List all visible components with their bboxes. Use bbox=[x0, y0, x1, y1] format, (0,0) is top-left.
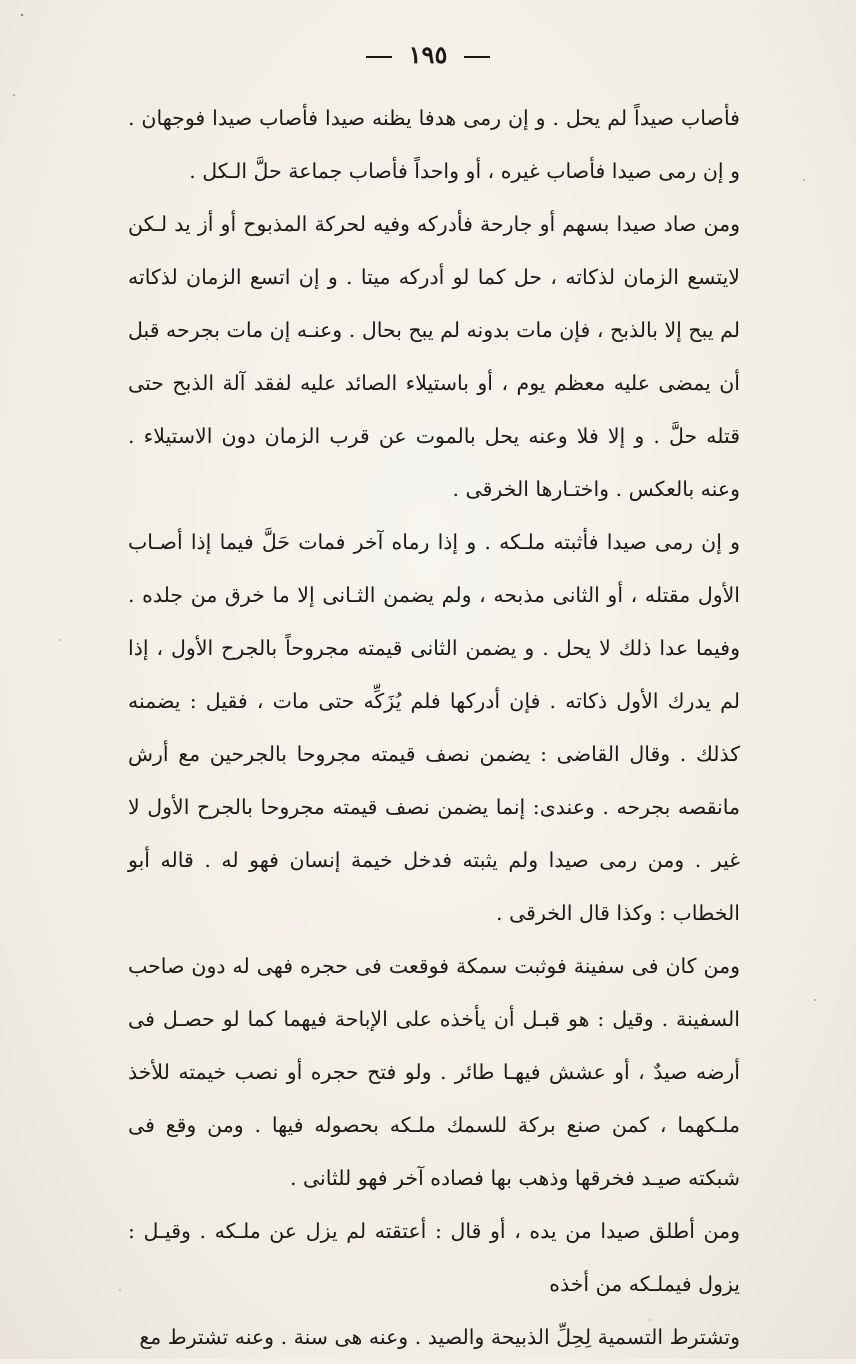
paragraph-1: فأصاب صيداً لم يحل . و إن رمى هدفا يظنه صيدا فأصاب صيدا فوجهان . و إن رمى صيدا فأصاب غيره ، أو واحداً فأصاب جماعة حلَّ الـكل . bbox=[128, 106, 740, 183]
paragraph-2: ومن صاد صيدا بسهم أو جارحة فأدركه وفيه لحركة المذبوح أو أز يد لـكن لايتسع الزمان لذكاته ، حل كما لو أدركه ميتا . و إن اتسع الزمان لذكاته لم يبح إلا بالذبح ، فإن مات بدونه لم يبح بحال . وعنـه إن مات بجرحه قبل أن يمضى عليه معظم يوم ، أو باستيلاء الصائد عليه لفقد آلة الذبح حتى قتله حلَّ . و إلا فلا وعنه يحل بالموت عن قرب الزمان دون الاستيلاء . وعنه بالعكس . واختـارها الخرقى . bbox=[128, 212, 740, 501]
paragraph-6: وتشترط التسمية لِحِلِّ الذبيحة والصيد . وعنه هى سنة . وعنه تشترط مع bbox=[139, 1325, 740, 1349]
body-text bbox=[128, 92, 740, 1364]
paragraph-3: و إن رمى صيدا فأثبته ملـكه . و إذا رماه آخر فمات حَلَّ فيما إذا أصـاب الأول مقتله ، أو الثانى مذبحه ، ولم يضمن الثـانى إلا ما خرق من جلده . وفيما عدا ذلك لا يحل . و يضمن الثانى قيمته مجروحاً بالجرح الأول ، إذا لم يدرك الأول ذكاته . فإن أدركها فلم يُزَكِّه حتى مات ، فقيل : يضمنه كذلك . وقال القاضى : يضمن نصف قيمته مجروحا بالجرحين مع أرش مانقصه بجرحه . وعندى: إنما يضمن نصف قيمته مجروحا بالجرح الأول لا غير . ومن رمى صيدا ولم يثبته فدخل خيمة إنسان فهو له . قاله أبو الخطاب : وكذا قال الخرقى . bbox=[128, 530, 740, 925]
page-number bbox=[0, 40, 856, 69]
page-number-dash-left bbox=[366, 56, 392, 58]
page-number-dash-right bbox=[464, 56, 490, 58]
page-number-value: ١٩٥ bbox=[408, 40, 448, 69]
paragraph-4: ومن كان فى سفينة فوثبت سمكة فوقعت فى حجره فهى له دون صاحب السفينة . وقيل : هو قبـل أن يأخذه على الإباحة فيهما كما لو حصـل فى أرضه صيدٌ ، أو عشش فيهـا طائر . ولو فتح حجره أو نصب خيمته للأخذ ملـكهما ، كمن صنع بركة للسمك ملـكه بحصوله فيها . ومن وقع فى شبكته صيـد فخرقها وذهب بها فصاده آخر فهو للثانى . bbox=[128, 954, 740, 1190]
paragraph-5: ومن أطلق صيدا من يده ، أو قال : أعتقته لم يزل عن ملـكه . وقيـل : يزول فيملـكه من أخذه bbox=[128, 1219, 740, 1296]
